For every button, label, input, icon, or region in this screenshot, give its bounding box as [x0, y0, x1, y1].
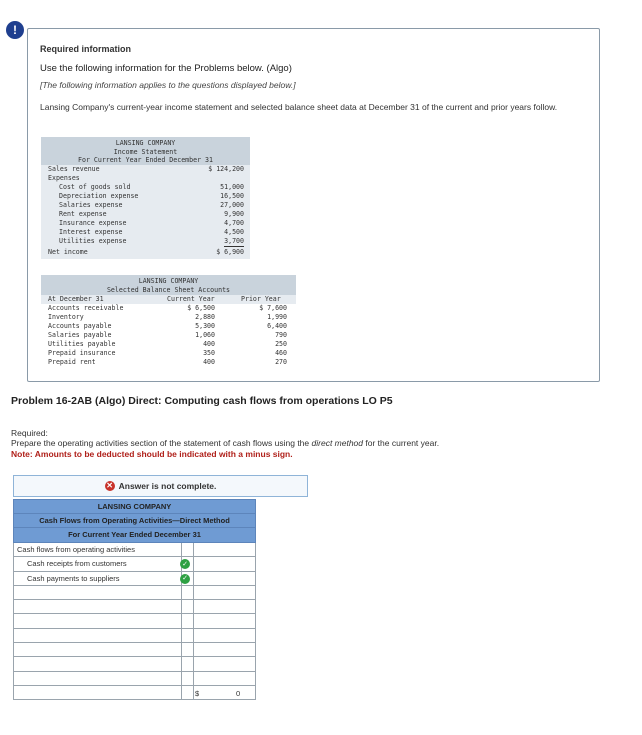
bs-row-prior: $ 7,600	[259, 304, 287, 312]
x-circle-icon: ✕	[106, 481, 113, 490]
is-expense-value: 4,700	[224, 219, 244, 227]
is-expense-label: Depreciation expense	[59, 192, 139, 200]
cf-company-name: LANSING COMPANY	[14, 500, 255, 514]
cash-flow-grid	[13, 543, 256, 700]
is-expense-row	[41, 210, 250, 219]
bs-row-label: Prepaid insurance	[48, 349, 116, 357]
is-expense-label: Rent expense	[59, 210, 107, 218]
cf-total-value: 0	[236, 688, 241, 698]
bs-row-current: 2,880	[195, 313, 215, 321]
required-text-after: for the current year.	[363, 438, 440, 448]
cf-empty-row[interactable]	[13, 672, 256, 686]
is-expense-value: 9,900	[224, 210, 244, 218]
is-expenses-row	[41, 174, 250, 183]
is-expense-label: Cost of goods sold	[59, 183, 131, 191]
cf-total-row	[13, 686, 256, 700]
bs-row-prior: 1,990	[267, 313, 287, 321]
bs-row-prior: 270	[275, 358, 287, 366]
deduction-note: Note: Amounts to be deducted should be indicated with a minus sign.	[11, 449, 293, 459]
bs-row-current: 1,060	[195, 331, 215, 339]
bs-row	[41, 331, 296, 340]
bs-col-current: Current Year	[167, 295, 215, 303]
is-expenses-label: Expenses	[48, 174, 80, 182]
bs-row-prior: 460	[275, 349, 287, 357]
required-information-panel	[27, 28, 600, 382]
answer-status-box	[13, 475, 308, 497]
is-title: Income Statement	[113, 147, 178, 156]
is-expense-row	[41, 228, 250, 237]
bs-row-current: 400	[203, 340, 215, 348]
is-expense-label: Insurance expense	[59, 219, 127, 227]
is-expense-value: 51,000	[220, 183, 244, 191]
bs-row	[41, 358, 296, 367]
is-net-income-label: Net income	[48, 248, 88, 256]
bs-row	[41, 313, 296, 322]
is-expense-row	[41, 237, 250, 246]
bs-row-label: Accounts payable	[48, 322, 112, 330]
is-expense-row	[41, 201, 250, 210]
cf-empty-row[interactable]	[13, 657, 256, 671]
required-label: Required:	[11, 428, 48, 438]
required-information-title: Required information	[40, 44, 132, 54]
required-text-before: Prepare the operating activities section of the statement of cash flows using the	[11, 438, 312, 448]
cf-empty-row[interactable]	[13, 629, 256, 643]
is-period: For Current Year Ended December 31	[78, 156, 213, 164]
bs-row-current: 5,300	[195, 322, 215, 330]
is-expense-row	[41, 219, 250, 228]
bs-row-label: Utilities payable	[48, 340, 116, 348]
alert-icon: !	[6, 21, 24, 39]
bs-row	[41, 304, 296, 313]
check-icon: ✓	[180, 574, 190, 584]
is-sales-value: $ 124,200	[208, 165, 244, 173]
required-text	[11, 438, 439, 448]
bs-row-current: $ 6,500	[187, 304, 215, 312]
bs-row-label: Inventory	[48, 313, 84, 321]
cf-row-label[interactable]: Cash payments to suppliers	[27, 573, 120, 583]
bs-row-current: 400	[203, 358, 215, 366]
is-sales-row	[41, 165, 250, 174]
bs-row-prior: 790	[275, 331, 287, 339]
bs-row-label: Salaries payable	[48, 331, 112, 339]
cf-empty-row[interactable]	[13, 643, 256, 657]
check-icon: ✓	[180, 559, 190, 569]
is-net-income-row	[41, 246, 250, 259]
is-expense-value: 3,700	[224, 237, 244, 245]
is-expense-value: 4,500	[224, 228, 244, 236]
is-expense-row	[41, 183, 250, 192]
bs-row-current: 350	[203, 349, 215, 357]
use-following-line: Use the following information for the Problems below. (Algo)	[40, 63, 292, 74]
bs-col-prior: Prior Year	[241, 295, 281, 303]
income-statement	[41, 137, 250, 259]
bs-row-prior: 6,400	[267, 322, 287, 330]
is-expense-label: Utilities expense	[59, 237, 127, 245]
is-expense-label: Salaries expense	[59, 201, 123, 209]
bs-row	[41, 349, 296, 358]
is-expense-value: 16,500	[220, 192, 244, 200]
bs-company-name: LANSING COMPANY	[138, 277, 199, 285]
cf-empty-row[interactable]	[13, 614, 256, 628]
balance-sheet	[41, 275, 296, 367]
bs-column-header-row	[41, 295, 296, 304]
bs-title: Selected Balance Sheet Accounts	[106, 285, 231, 294]
bs-row-label: Prepaid rent	[48, 358, 96, 366]
cf-row-label[interactable]: Cash receipts from customers	[27, 559, 127, 569]
cash-flow-header	[13, 499, 256, 543]
is-company-name: LANSING COMPANY	[115, 139, 176, 147]
cf-total-currency: $	[195, 688, 200, 698]
is-expense-row	[41, 192, 250, 201]
bs-row-label: Accounts receivable	[48, 304, 124, 312]
is-net-income-value: $ 6,900	[216, 248, 244, 256]
income-statement-header	[41, 137, 250, 165]
is-expense-value: 27,000	[220, 201, 244, 209]
cf-row-payments[interactable]	[13, 572, 256, 586]
company-description: Lansing Company's current-year income statement and selected balance sheet data at December 31 of the current and prior years follow.	[40, 102, 558, 112]
bs-col-label: At December 31	[48, 295, 104, 303]
bs-row-prior: 250	[275, 340, 287, 348]
bs-row	[41, 322, 296, 331]
balance-sheet-header	[41, 275, 296, 295]
problem-title: Problem 16-2AB (Algo) Direct: Computing cash flows from operations LO P5	[11, 395, 393, 407]
applies-note: [The following information applies to the questions displayed below.]	[40, 80, 296, 90]
cf-row-receipts[interactable]	[13, 557, 256, 571]
cf-empty-row[interactable]	[13, 586, 256, 600]
required-text-italic: direct method	[311, 438, 364, 448]
cf-section-row	[13, 543, 256, 557]
answer-status-text: Answer is not complete.	[118, 481, 217, 491]
bs-row	[41, 340, 296, 349]
cf-period: For Current Year Ended December 31	[68, 530, 201, 539]
cf-empty-row[interactable]	[13, 600, 256, 614]
cf-title: Cash Flows from Operating Activities—Direct Method	[14, 514, 255, 528]
is-expense-label: Interest expense	[59, 228, 123, 236]
is-sales-label: Sales revenue	[48, 165, 100, 173]
cf-section-label: Cash flows from operating activities	[17, 545, 135, 554]
